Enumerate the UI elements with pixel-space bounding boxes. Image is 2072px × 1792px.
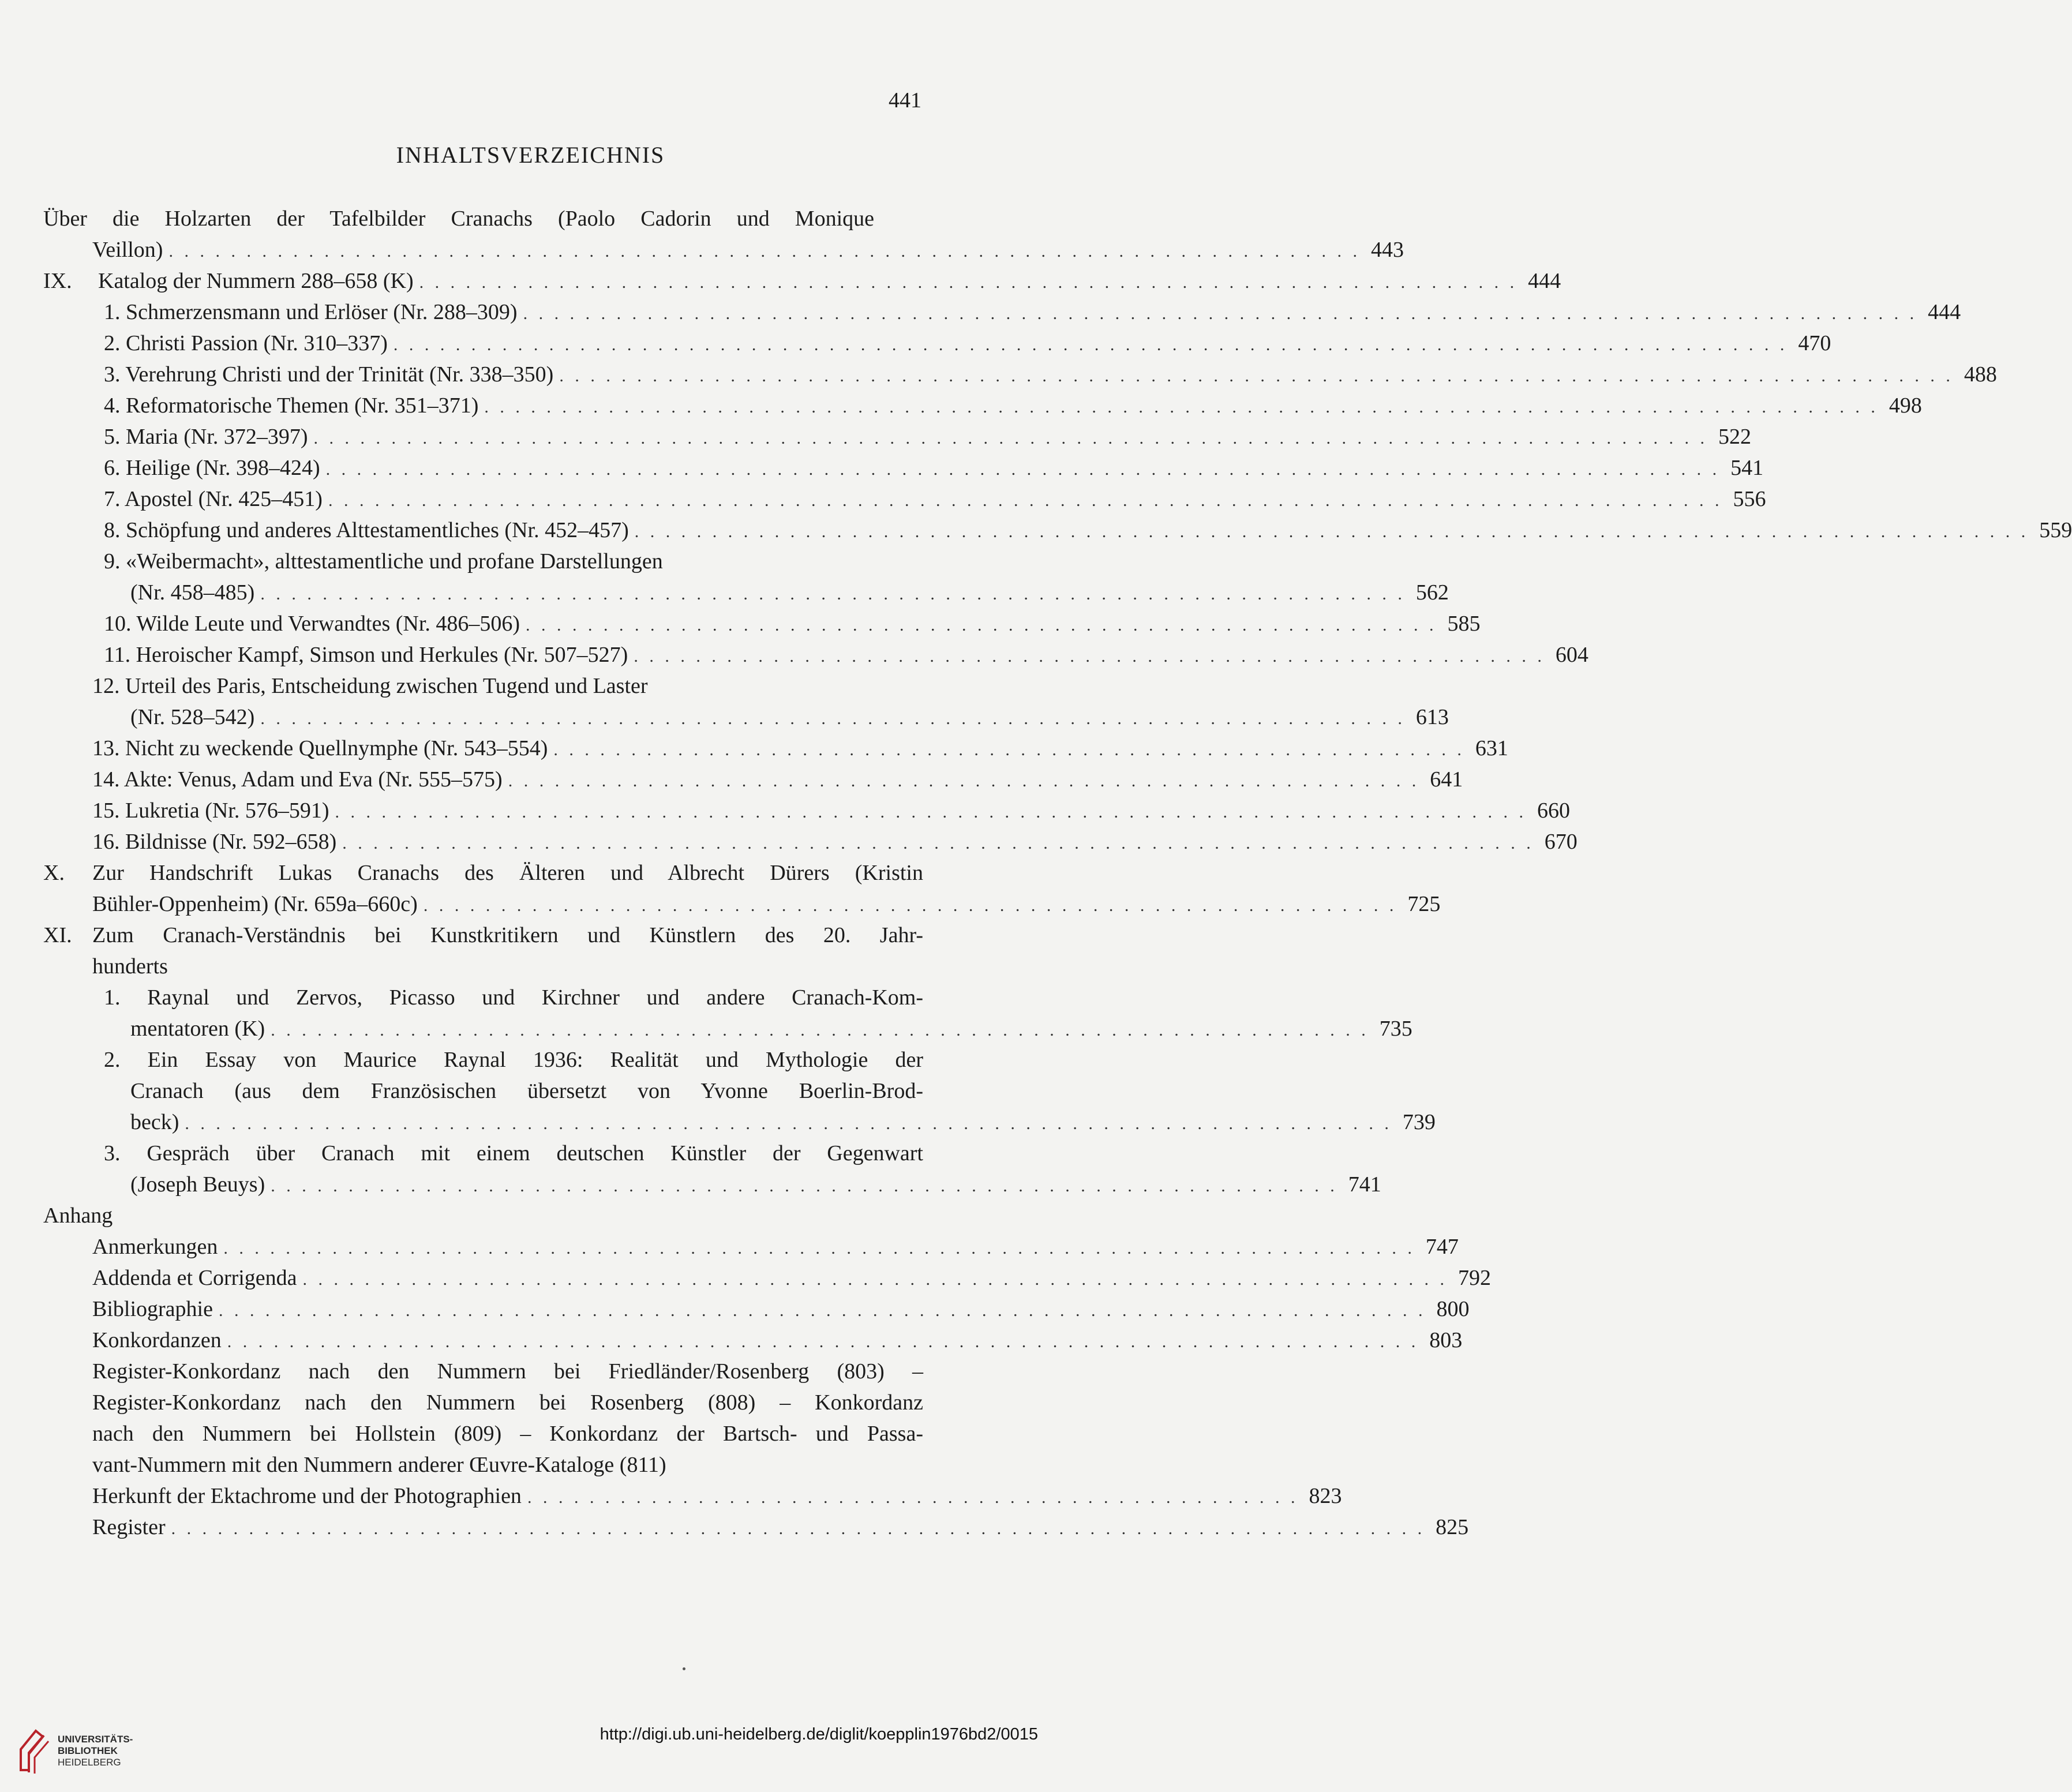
toc-page-number: 585	[1447, 612, 1481, 636]
leader-dots: . . . . . . . . . . . . . . . . . . . . . . . . . . . . . . . . . . . . . . . . . . . . . . . . . . . . . . . . . . . . . . . . . . . . . . . . . . . . . . . . . . . . . . . . . .	[328, 491, 1723, 510]
toc-page-number: 488	[1964, 362, 1997, 387]
toc-section-xi	[0, 920, 1061, 951]
toc-entry-line	[92, 826, 1578, 859]
konkordanz-desc-line	[0, 1449, 1061, 1480]
toc-entry-ix-11	[0, 639, 1588, 670]
paper-speck	[683, 1667, 685, 1670]
toc-entry-line	[92, 1325, 1463, 1358]
toc-entry-herkunft	[0, 1480, 1342, 1512]
toc-entry-row	[0, 234, 1404, 265]
library-name-line: UNIVERSITÄTS-	[58, 1734, 133, 1745]
toc-page-number: 741	[1348, 1172, 1381, 1197]
toc-entry-line	[92, 888, 1441, 921]
toc-entry-text: 3. Verehrung Christi und der Trinität (Nr. 338–350)	[104, 362, 554, 387]
toc-entry-text: Herkunft der Ektachrome und der Photographien	[92, 1484, 522, 1508]
page-number: 441	[889, 88, 921, 113]
toc-entry-row	[0, 577, 1449, 608]
toc-entry-text: Register-Konkordanz nach den Nummern bei Rosenberg (808) – Konkordanz	[92, 1390, 923, 1415]
toc-page-number: 747	[1425, 1235, 1459, 1259]
toc-page-number: 470	[1798, 331, 1831, 355]
toc-entry-ix-16	[0, 826, 1578, 857]
toc-entry-text: 12. Urteil des Paris, Entscheidung zwischen Tugend und Laster	[92, 674, 648, 698]
leader-dots: . . . . . . . . . . . . . . . . . . . . . . . . . . . . . . . . . . . . . . . . . . . . . . . . . . . . . . . . . . . . . . . . . . . . . . . . . . . . . . . . . . . . . . . . . .	[325, 460, 1721, 479]
konkordanz-desc-line	[0, 1356, 1061, 1387]
toc-entry-text: 2. Christi Passion (Nr. 310–337)	[104, 331, 388, 355]
toc-entry-register	[0, 1512, 1469, 1543]
toc-entry-line	[92, 1480, 1342, 1513]
leader-dots: . . . . . . . . . . . . . . . . . . . . . . . . . . . . . . . . . . . . . . . . . . . . . . . . . . . . . . . . . . . . . . . . . . . . . . . . . .	[260, 709, 1406, 728]
toc-entry-text: Cranach (aus dem Französischen übersetzt von Yvonne Boerlin-Brod-	[130, 1079, 923, 1103]
toc-page-number: 803	[1429, 1328, 1463, 1352]
library-name-line: BIBLIOTHEK	[58, 1745, 118, 1756]
toc-entry-text: 10. Wilde Leute und Verwandtes (Nr. 486–506)	[104, 612, 520, 636]
toc-entry-text: 7. Apostel (Nr. 425–451)	[104, 487, 323, 511]
toc-entry-text: 8. Schöpfung und anderes Alttestamentliches (Nr. 452–457)	[104, 518, 629, 542]
toc-entry-line	[92, 733, 1508, 766]
toc-entry-holzarten	[0, 203, 1061, 234]
toc-page-number: 444	[1928, 300, 1961, 324]
toc-entry-xi-3	[0, 1138, 1061, 1169]
leader-dots: . . . . . . . . . . . . . . . . . . . . . . . . . . . . . . . . . . . . . . . . . . . . . . . . . . . . . . . . . . . . . . . . . . . . . . . . . . . . .	[168, 242, 1361, 261]
toc-entry-ix-3	[0, 359, 1997, 390]
toc-page-number: 604	[1555, 643, 1588, 667]
library-name	[58, 1734, 133, 1768]
toc-entry-xi-2	[0, 1044, 1061, 1075]
toc-page-number: 556	[1733, 487, 1766, 511]
toc-entry-text: mentatoren (K)	[130, 1017, 265, 1041]
toc-entry-bibliographie	[0, 1294, 1470, 1325]
leader-dots: . . . . . . . . . . . . . . . . . . . . . . . . . . . . . . . . . . . . . . . . . . . . . . . . . . . . . . . . . . . . . . . . . . . . . . . . . . . . . .	[185, 1114, 1392, 1133]
leader-dots: . . . . . . . . . . . . . . . . . . . . . . . . . . . . . . . . . . . . . . . . . . . . . . . . . . . . . . . . . . .	[508, 771, 1420, 790]
toc-page-number: 631	[1475, 736, 1508, 760]
toc-entry-line	[104, 359, 1997, 392]
toc-page-number: 735	[1379, 1017, 1412, 1041]
leader-dots: . . . . . . . . . . . . . . . . . . . . . . . . . . . . . . . . . . . . . . . . . . . . . . . . . . . . . . . . . . . . . . . . . . . . . . . . . . . . . .	[218, 1301, 1426, 1320]
toc-page-number: 825	[1436, 1515, 1469, 1539]
toc-entry-addenda	[0, 1262, 1492, 1294]
toc-entry-row	[0, 1107, 1436, 1138]
toc-entry-ix-4	[0, 390, 1922, 421]
toc-page-number: 541	[1730, 456, 1764, 480]
toc-entry-ix-2	[0, 328, 1831, 359]
konkordanz-desc-line	[0, 1418, 1061, 1449]
toc-entry-row	[0, 888, 1441, 920]
toc-entry-text: 13. Nicht zu weckende Quellnymphe (Nr. 543–554)	[92, 736, 548, 760]
toc-page-number: 444	[1528, 269, 1561, 293]
toc-entry-text: Register-Konkordanz nach den Nummern bei Friedländer/Rosenberg (803) –	[92, 1359, 923, 1384]
toc-entry-line	[104, 297, 1961, 329]
toc-section-x	[0, 857, 1061, 888]
toc-entry-ix-6	[0, 452, 1764, 483]
toc-entry-text: 16. Bildnisse (Nr. 592–658)	[92, 830, 337, 854]
leader-dots: . . . . . . . . . . . . . . . . . . . . . . . . . . . . . . . . . . . . . . . . . . . . . . . . . .	[527, 1488, 1299, 1507]
section-heading: Anhang	[43, 1204, 113, 1228]
toc-entry-ix-1	[0, 297, 1961, 328]
page-title: INHALTSVERZEICHNIS	[396, 142, 665, 168]
toc-entry-line	[92, 1512, 1469, 1544]
toc-entry-ix-12	[0, 670, 1061, 702]
toc-entry-line	[130, 1107, 1436, 1139]
toc-entry-ix-7	[0, 483, 1766, 515]
toc-entry-line	[130, 1013, 1412, 1046]
toc-entry-line	[92, 764, 1463, 797]
leader-dots: . . . . . . . . . . . . . . . . . . . . . . . . . . . . . . . . . . . . . . . . . . . . . . . . . . . . . . . . . . . . . . . . . . . . .	[271, 1176, 1338, 1195]
leader-dots: . . . . . . . . . . . . . . . . . . . . . . . . . . . . . . . . . . . . . . . . . . . . . . . . . . . . . . . . . . . . . . . . . . . . . . . . . . . . .	[223, 1239, 1415, 1258]
toc-entry-line	[104, 515, 2072, 548]
toc-entry-text: Über die Holzarten der Tafelbilder Cranachs (Paolo Cadorin und Monique	[43, 207, 874, 231]
toc-page-number: 660	[1537, 798, 1571, 823]
toc-section-anhang	[0, 1200, 1061, 1231]
toc-entry-ix-14	[0, 764, 1463, 795]
toc-entry-line	[92, 1294, 1470, 1326]
toc-entry-line	[92, 1262, 1492, 1295]
toc-entry-text: Addenda et Corrigenda	[92, 1266, 297, 1290]
toc-entry-ix-5	[0, 421, 1752, 452]
toc-entry-text: (Nr. 528–542)	[130, 705, 255, 729]
toc-entry-line	[130, 577, 1449, 610]
toc-entry-row	[0, 1013, 1412, 1044]
toc-page-number: 641	[1430, 767, 1463, 792]
toc-page-number: 559	[2039, 518, 2072, 542]
toc-entry-line	[104, 639, 1588, 672]
toc-entry-line	[98, 265, 1561, 298]
toc-page-number: 613	[1415, 705, 1449, 729]
leader-dots: . . . . . . . . . . . . . . . . . . . . . . . . . . . . . . . . . . . . . . . . . . . . . . . . . . . . . . . . . . . . . . . . . . . . . . . . . . . . . . . . . . . . . . . . . .	[523, 304, 1918, 323]
toc-entry-text: Zur Handschrift Lukas Cranachs des Älteren und Albrecht Dürers (Kristin	[92, 861, 923, 885]
toc-entry-text: vant-Nummern mit den Nummern anderer Œuvre-Kataloge (811)	[92, 1453, 666, 1477]
toc-page-number: 823	[1309, 1484, 1342, 1508]
leader-dots: . . . . . . . . . . . . . . . . . . . . . . . . . . . . . . . . . . . . . . . . . . . . . . . . . . . . . . . . . . . . . . . . . . . . . . . . . .	[302, 1270, 1448, 1289]
toc-entry-text: 4. Reformatorische Themen (Nr. 351–371)	[104, 393, 479, 418]
leader-dots: . . . . . . . . . . . . . . . . . . . . . . . . . . . . . . . . . . . . . . . . . . . . . . . . . . . . . . . . . . . . . . . . . . . . . . . . . .	[260, 584, 1406, 603]
toc-entry-row	[0, 1169, 1381, 1200]
toc-entry-text: nach den Nummern bei Hollstein (809) – Konkordanz der Bartsch- und Passa-	[92, 1422, 923, 1446]
toc-entry-text: Veillon)	[92, 238, 163, 262]
toc-section-ix	[0, 265, 1561, 297]
toc-entry-xi-1	[0, 982, 1061, 1013]
toc-entry-text: 2. Ein Essay von Maurice Raynal 1936: Realität und Mythologie der	[104, 1048, 923, 1072]
toc-entry-text: Zum Cranach-Verständnis bei Kunstkritikern und Künstlern des 20. Jahr-	[92, 923, 923, 947]
leader-dots: . . . . . . . . . . . . . . . . . . . . . . . . . . . . . . . . . . . . . . . . . . . . . . . . . . . . . . . . . . .	[634, 647, 1545, 666]
section-numeral: IX.	[43, 269, 72, 293]
leader-dots: . . . . . . . . . . . . . . . . . . . . . . . . . . . . . . . . . . . . . . . . . . . . . . . . . . . . . . . . . . . . . . . . . . . . . . . . . . . . .	[335, 803, 1527, 822]
toc-entry-line	[104, 421, 1752, 454]
leader-dots: . . . . . . . . . . . . . . . . . . . . . . . . . . . . . . . . . . . . . . . . . . . . . . . . . . . . . . . . . . . . . . . . . . . . . . . . . . . . . . . . . . . . . . . . . .	[393, 335, 1788, 354]
leader-dots: . . . . . . . . . . . . . . . . . . . . . . . . . . . . . . . . . . . . . . . . . . . . . . . . . . . . . . . . . . . . . . . . . . . . . . .	[419, 273, 1518, 292]
toc-entry-ix-9	[0, 546, 1061, 577]
toc-entry-text: 9. «Weibermacht», alttestamentliche und profane Darstellungen	[104, 549, 663, 573]
toc-entry-text: 6. Heilige (Nr. 398–424)	[104, 456, 320, 480]
toc-entry-ix-8	[0, 515, 2072, 546]
leader-dots: . . . . . . . . . . . . . . . . . . . . . . . . . . . . . . . . . . . . . . . . . . . . . . . . . . . . . . . . . . . . . . . . . . . . . . . . . . . . .	[227, 1332, 1419, 1351]
toc-page-number: 498	[1889, 393, 1922, 418]
leader-dots: . . . . . . . . . . . . . . . . . . . . . . . . . . . . . . . . . . . . . . . . . . . . . . . . . . . . . . . . . . . . . . . . . . . . . . . . . . . . . . . . . . . . . . . . . .	[484, 398, 1879, 417]
toc-entry-konkordanzen	[0, 1325, 1463, 1356]
toc-entry-ix-15	[0, 795, 1571, 826]
section-numeral: X.	[43, 861, 65, 885]
toc-entry-text: 15. Lukretia (Nr. 576–591)	[92, 798, 329, 823]
leader-dots: . . . . . . . . . . . . . . . . . . . . . . . . . . . . . . . . . . . . . . . . . . . . . . . . . . . . . . . . . . . . . . . . . . . . . . . . . . . . . . . . . . . . . . . . . .	[559, 366, 1954, 385]
toc-entry-text: Register	[92, 1515, 166, 1539]
toc-entry-line	[92, 795, 1571, 828]
toc-entry-line	[104, 608, 1481, 641]
toc-entry-text: 1. Raynal und Zervos, Picasso und Kirchner und andere Cranach-Kom-	[104, 985, 923, 1010]
toc-entry-line	[92, 234, 1404, 267]
toc-entry-text: 3. Gespräch über Cranach mit einem deutschen Künstler der Gegenwart	[104, 1141, 923, 1165]
leader-dots: . . . . . . . . . . . . . . . . . . . . . . . . . . . . . . . . . . . . . . . . . . . . . . . . . . . . . . . . . . .	[526, 616, 1437, 635]
leader-dots: . . . . . . . . . . . . . . . . . . . . . . . . . . . . . . . . . . . . . . . . . . . . . . . . . . . . . . . . . . . . . . . . . . . . . . . . . . . . .	[342, 834, 1534, 853]
toc-entry-text: (Joseph Beuys)	[130, 1172, 265, 1197]
leader-dots: . . . . . . . . . . . . . . . . . . . . . . . . . . . . . . . . . . . . . . . . . . . . . . . . . . . . . . . . . . . . . . . . . . . . . . . . . . . . . . . . . . . . . . . . . .	[634, 522, 2029, 541]
leader-dots: . . . . . . . . . . . . . . . . . . . . . . . . . . . . . . . . . . . . . . . . . . . . . . . . . . . . . . . . . . . . . . . . . . . . . . . . . . . . . . . . .	[171, 1519, 1426, 1538]
toc-page-number: 739	[1402, 1110, 1436, 1134]
toc-entry-text: 11. Heroischer Kampf, Simson und Herkules (Nr. 507–527)	[104, 643, 628, 667]
toc-entry-text: Katalog der Nummern 288–658 (K)	[98, 269, 414, 293]
toc-page-number: 522	[1718, 425, 1752, 449]
toc-entry-text: 14. Akte: Venus, Adam und Eva (Nr. 555–575)	[92, 767, 503, 792]
toc-entry-ix-13	[0, 733, 1508, 764]
toc-entry-line	[104, 390, 1922, 423]
konkordanz-desc-line	[0, 1387, 1061, 1418]
toc-page-number: 562	[1415, 580, 1449, 605]
source-url-link[interactable]: http://digi.ub.uni-heidelberg.de/diglit/koepplin1976bd2/0015	[600, 1725, 1038, 1744]
toc-entry-line	[104, 328, 1831, 361]
toc-entry-text: Anmerkungen	[92, 1235, 218, 1259]
toc-entry-text: 1. Schmerzensmann und Erlöser (Nr. 288–309)	[104, 300, 518, 324]
section-numeral: XI.	[43, 923, 72, 947]
toc-entry-ix-10	[0, 608, 1481, 639]
toc-entry-text: Konkordanzen	[92, 1328, 222, 1352]
toc-page-number: 792	[1458, 1266, 1492, 1290]
toc-entry-line	[130, 702, 1449, 734]
toc-entry-text: Bühler-Oppenheim) (Nr. 659a–660c)	[92, 892, 418, 916]
toc-page-number: 670	[1544, 830, 1578, 854]
toc-entry-row	[0, 1075, 1061, 1107]
leader-dots: . . . . . . . . . . . . . . . . . . . . . . . . . . . . . . . . . . . . . . . . . . . . . . . . . . . . . . . . . . . . . . . . . . . . . . .	[271, 1021, 1369, 1040]
library-logo-icon	[13, 1729, 53, 1775]
toc-entry-anmerkungen	[0, 1231, 1459, 1262]
toc-entry-text: (Nr. 458–485)	[130, 580, 255, 605]
library-name-line: HEIDELBERG	[58, 1757, 121, 1768]
leader-dots: . . . . . . . . . . . . . . . . . . . . . . . . . . . . . . . . . . . . . . . . . . . . . . . . . . . . . . . . . . .	[553, 740, 1465, 759]
toc-entry-row	[0, 702, 1449, 733]
toc-entry-text: 5. Maria (Nr. 372–397)	[104, 425, 308, 449]
toc-entry-row	[0, 951, 1061, 982]
toc-page-number: 443	[1370, 238, 1404, 262]
toc-page-number: 725	[1407, 892, 1441, 916]
toc-entry-line	[130, 1169, 1381, 1202]
toc-entry-line	[92, 1231, 1459, 1264]
toc-entry-text: Bibliographie	[92, 1297, 213, 1321]
toc-entry-text: hunderts	[92, 954, 168, 979]
toc-entry-line	[104, 483, 1766, 516]
toc-entry-text: beck)	[130, 1110, 179, 1134]
leader-dots: . . . . . . . . . . . . . . . . . . . . . . . . . . . . . . . . . . . . . . . . . . . . . . . . . . . . . . . . . . . . . . . . . . . . . . . . . . . . . . . . . . . . . . . . . .	[313, 429, 1708, 448]
leader-dots: . . . . . . . . . . . . . . . . . . . . . . . . . . . . . . . . . . . . . . . . . . . . . . . . . . . . . . . . . . . . . . .	[423, 896, 1397, 915]
toc-entry-line	[104, 452, 1764, 485]
toc-page-number: 800	[1436, 1297, 1470, 1321]
